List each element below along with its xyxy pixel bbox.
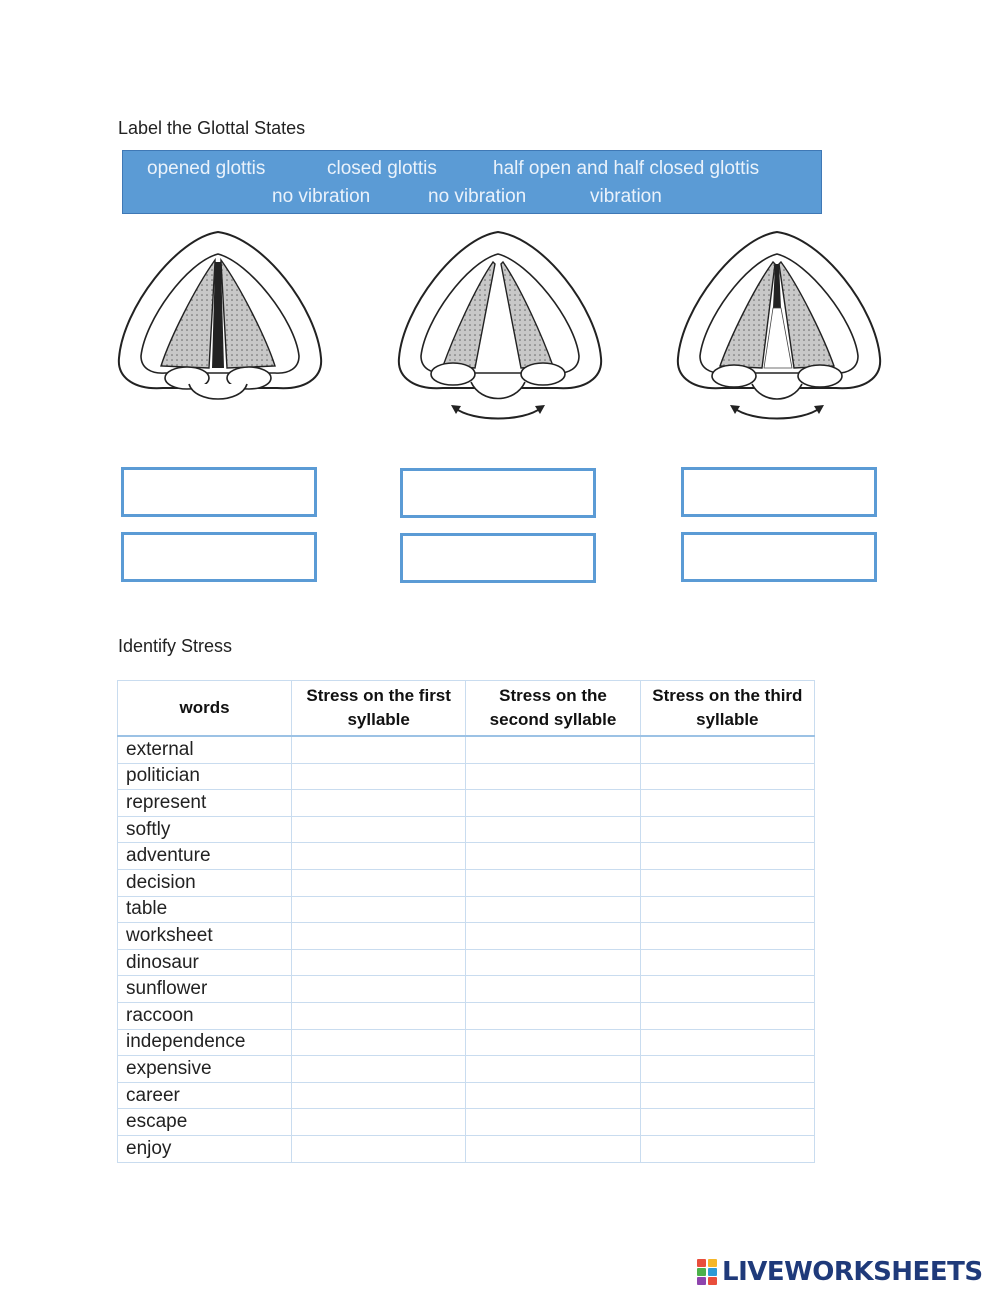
- stress-second-cell[interactable]: [466, 1056, 640, 1083]
- table-row: [118, 869, 815, 896]
- word-cell: softly: [118, 816, 292, 843]
- stress-third-cell[interactable]: [640, 1109, 814, 1136]
- stress-first-cell[interactable]: [292, 816, 466, 843]
- word-bank-item[interactable]: vibration: [590, 186, 662, 207]
- stress-third-cell[interactable]: [640, 949, 814, 976]
- stress-first-cell[interactable]: [292, 896, 466, 923]
- half-open-glottis-diagram: [672, 228, 882, 428]
- stress-second-cell[interactable]: [466, 736, 640, 763]
- stress-first-cell[interactable]: [292, 869, 466, 896]
- stress-first-cell[interactable]: [292, 1135, 466, 1162]
- stress-second-cell[interactable]: [466, 896, 640, 923]
- answer-box-state-3[interactable]: [681, 467, 877, 517]
- stress-first-cell[interactable]: [292, 790, 466, 817]
- stress-first-cell[interactable]: [292, 1002, 466, 1029]
- stress-second-cell[interactable]: [466, 763, 640, 790]
- table-row: [118, 790, 815, 817]
- word-bank-item[interactable]: opened glottis: [147, 158, 266, 179]
- word-cell: dinosaur: [118, 949, 292, 976]
- word-cell: table: [118, 896, 292, 923]
- table-row: [118, 843, 815, 870]
- table-row: [118, 949, 815, 976]
- stress-first-cell[interactable]: [292, 923, 466, 950]
- stress-third-cell[interactable]: [640, 896, 814, 923]
- stress-third-cell[interactable]: [640, 736, 814, 763]
- table-row: [118, 763, 815, 790]
- stress-first-cell[interactable]: [292, 949, 466, 976]
- word-cell: raccoon: [118, 1002, 292, 1029]
- stress-first-cell[interactable]: [292, 763, 466, 790]
- stress-third-cell[interactable]: [640, 1056, 814, 1083]
- stress-first-cell[interactable]: [292, 1056, 466, 1083]
- word-cell: politician: [118, 763, 292, 790]
- table-row: [118, 1029, 815, 1056]
- header-second-syllable: Stress on the second syllable: [466, 681, 640, 737]
- stress-second-cell[interactable]: [466, 816, 640, 843]
- table-row: [118, 1056, 815, 1083]
- stress-first-cell[interactable]: [292, 843, 466, 870]
- logo-text: LIVEWORKSHEETS: [722, 1257, 983, 1287]
- stress-first-cell[interactable]: [292, 1029, 466, 1056]
- table-row: [118, 976, 815, 1003]
- header-first-syllable: Stress on the first syllable: [292, 681, 466, 737]
- stress-second-cell[interactable]: [466, 790, 640, 817]
- identify-stress-title: Identify Stress: [118, 636, 233, 656]
- stress-third-cell[interactable]: [640, 1082, 814, 1109]
- header-words: words: [118, 681, 292, 737]
- stress-second-cell[interactable]: [466, 869, 640, 896]
- stress-third-cell[interactable]: [640, 763, 814, 790]
- stress-third-cell[interactable]: [640, 1029, 814, 1056]
- table-row: [118, 896, 815, 923]
- stress-second-cell[interactable]: [466, 1082, 640, 1109]
- answer-box-vibration-3[interactable]: [681, 532, 877, 582]
- stress-second-cell[interactable]: [466, 1029, 640, 1056]
- word-cell: expensive: [118, 1056, 292, 1083]
- word-cell: career: [118, 1082, 292, 1109]
- answer-box-vibration-1[interactable]: [121, 532, 317, 582]
- word-cell: enjoy: [118, 1135, 292, 1162]
- stress-second-cell[interactable]: [466, 923, 640, 950]
- stress-third-cell[interactable]: [640, 869, 814, 896]
- stress-third-cell[interactable]: [640, 816, 814, 843]
- table-row: [118, 816, 815, 843]
- stress-third-cell[interactable]: [640, 790, 814, 817]
- table-row: [118, 1135, 815, 1162]
- word-cell: external: [118, 736, 292, 763]
- answer-box-state-2[interactable]: [400, 468, 596, 518]
- word-bank-item[interactable]: closed glottis: [327, 158, 437, 179]
- word-cell: escape: [118, 1109, 292, 1136]
- opened-glottis-diagram: [115, 228, 325, 428]
- header-third-syllable: Stress on the third syllable: [640, 681, 814, 737]
- word-cell: worksheet: [118, 923, 292, 950]
- stress-first-cell[interactable]: [292, 976, 466, 1003]
- answer-box-vibration-2[interactable]: [400, 533, 596, 583]
- word-bank-item[interactable]: half open and half closed glottis: [493, 158, 760, 179]
- table-row: [118, 1082, 815, 1109]
- stress-third-cell[interactable]: [640, 1135, 814, 1162]
- stress-second-cell[interactable]: [466, 843, 640, 870]
- stress-first-cell[interactable]: [292, 1109, 466, 1136]
- stress-second-cell[interactable]: [466, 949, 640, 976]
- stress-third-cell[interactable]: [640, 1002, 814, 1029]
- stress-second-cell[interactable]: [466, 1002, 640, 1029]
- word-cell: adventure: [118, 843, 292, 870]
- word-cell: sunflower: [118, 976, 292, 1003]
- stress-table: [117, 680, 815, 1163]
- stress-second-cell[interactable]: [466, 976, 640, 1003]
- word-cell: independence: [118, 1029, 292, 1056]
- stress-second-cell[interactable]: [466, 1109, 640, 1136]
- stress-first-cell[interactable]: [292, 1082, 466, 1109]
- word-cell: decision: [118, 869, 292, 896]
- table-row: [118, 923, 815, 950]
- stress-third-cell[interactable]: [640, 923, 814, 950]
- word-bank-item[interactable]: no vibration: [272, 186, 371, 207]
- closed-glottis-diagram: [393, 228, 603, 428]
- stress-first-cell[interactable]: [292, 736, 466, 763]
- answer-box-state-1[interactable]: [121, 467, 317, 517]
- word-bank: [122, 150, 822, 214]
- stress-third-cell[interactable]: [640, 976, 814, 1003]
- stress-third-cell[interactable]: [640, 843, 814, 870]
- logo-blocks-icon: [697, 1259, 719, 1285]
- word-cell: represent: [118, 790, 292, 817]
- table-row: [118, 1002, 815, 1029]
- stress-second-cell[interactable]: [466, 1135, 640, 1162]
- table-row: [118, 736, 815, 763]
- liveworksheets-logo: [697, 1255, 983, 1289]
- word-bank-item[interactable]: no vibration: [428, 186, 527, 207]
- glottal-states-title: Label the Glottal States: [118, 118, 306, 138]
- table-row: [118, 1109, 815, 1136]
